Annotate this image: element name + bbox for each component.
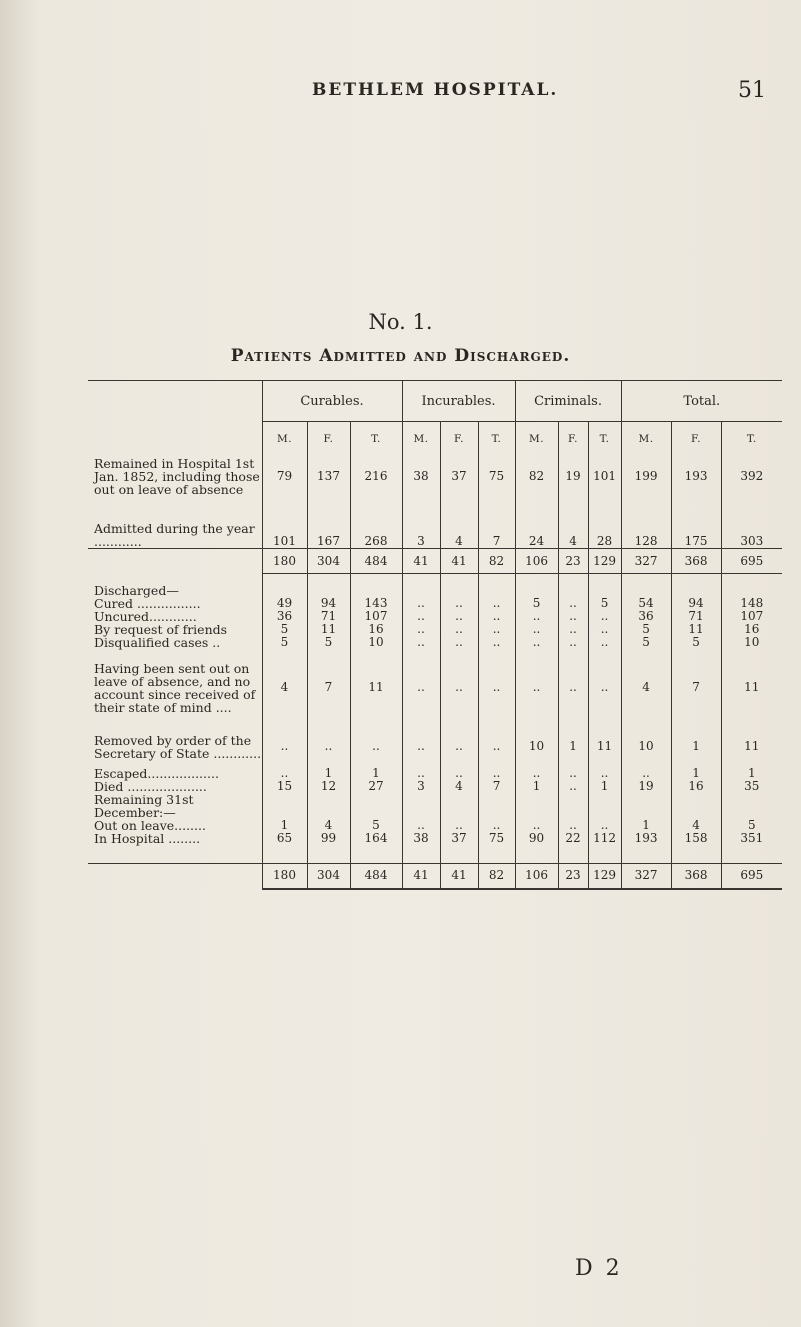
table-cell: .. <box>478 819 515 832</box>
table-cell: .. <box>402 597 440 610</box>
table-cell: 5 <box>588 597 621 610</box>
table-cell: 129 <box>588 549 621 574</box>
table-cell: 41 <box>402 549 440 574</box>
table-cell: 107 <box>350 610 402 623</box>
table-row <box>88 597 782 610</box>
table-cell: .. <box>402 623 440 636</box>
table-cell: 24 <box>515 496 558 549</box>
table-cell: 164 <box>350 832 402 845</box>
table-cell: 1 <box>350 767 402 780</box>
table-cell: 19 <box>621 780 671 793</box>
corner-cell-2 <box>88 422 262 457</box>
table-cell: 71 <box>671 610 721 623</box>
table-cell: .. <box>558 623 588 636</box>
table-cell: 137 <box>307 456 350 496</box>
table-cell: .. <box>558 767 588 780</box>
table-cell: 268 <box>350 496 402 549</box>
subcol-m: M. <box>402 422 440 457</box>
table-row <box>88 845 782 864</box>
table-cell: 1 <box>515 780 558 793</box>
subcol-t: T. <box>588 422 621 457</box>
table-cell: 199 <box>621 456 671 496</box>
table-cell: .. <box>478 610 515 623</box>
running-head <box>0 78 801 108</box>
table-cell: 180 <box>262 863 307 889</box>
table-cell: 5 <box>262 623 307 636</box>
table-cell: 3 <box>402 780 440 793</box>
table-cell: 82 <box>478 863 515 889</box>
section-heading-discharged: Discharged— <box>94 582 179 598</box>
row-label: Admitted during the year ............ <box>94 521 255 549</box>
table-cell: 304 <box>307 863 350 889</box>
table-cell: .. <box>515 610 558 623</box>
table-cell: 4 <box>558 496 588 549</box>
table-cell: .. <box>621 767 671 780</box>
table-cell: 107 <box>721 610 782 623</box>
table-row <box>88 727 782 767</box>
table-cell: 392 <box>721 456 782 496</box>
table-cell: 23 <box>558 863 588 889</box>
table-cell: .. <box>588 649 621 727</box>
table-row <box>88 780 782 793</box>
table-cell: 4 <box>671 819 721 832</box>
table-cell: 5 <box>307 636 350 649</box>
table-cell: 35 <box>721 780 782 793</box>
table-cell: 37 <box>440 456 478 496</box>
group-header-incurables: Incurables. <box>402 381 515 422</box>
table-cell: .. <box>588 636 621 649</box>
table-cell: 148 <box>721 597 782 610</box>
table-cell: 101 <box>588 456 621 496</box>
admissions-discharges-table <box>88 380 782 890</box>
table-cell: 75 <box>478 456 515 496</box>
table-cell: .. <box>440 649 478 727</box>
table-cell: 11 <box>721 649 782 727</box>
table-row <box>88 623 782 636</box>
table-cell: 11 <box>588 727 621 767</box>
table-cell: 304 <box>307 549 350 574</box>
table-cell: 82 <box>478 549 515 574</box>
row-label <box>88 863 262 889</box>
table-cell: 101 <box>262 496 307 549</box>
subcol-f: F. <box>558 422 588 457</box>
table-cell: 193 <box>621 832 671 845</box>
table-cell: 94 <box>671 597 721 610</box>
row-label: In Hospital ........ <box>94 830 201 846</box>
table-cell: 4 <box>262 649 307 727</box>
table-cell: 1 <box>307 767 350 780</box>
table-cell: 351 <box>721 832 782 845</box>
row-label: Died .................... <box>94 778 207 794</box>
table-cell: .. <box>588 623 621 636</box>
table-cell: 5 <box>350 819 402 832</box>
table-cell: 7 <box>478 496 515 549</box>
table-row <box>88 636 782 649</box>
table-cell: 7 <box>478 780 515 793</box>
table-cell: 7 <box>671 649 721 727</box>
subcol-m: M. <box>621 422 671 457</box>
table-cell: .. <box>440 727 478 767</box>
table-cell: 90 <box>515 832 558 845</box>
table-cell: 41 <box>440 549 478 574</box>
table-cell: .. <box>558 597 588 610</box>
table-row <box>88 832 782 845</box>
subcol-t: T. <box>350 422 402 457</box>
table-cell: 82 <box>515 456 558 496</box>
table-cell: .. <box>558 780 588 793</box>
table-cell: 368 <box>671 863 721 889</box>
table-cell: 193 <box>671 456 721 496</box>
table-cell: .. <box>440 610 478 623</box>
table-cell: .. <box>515 767 558 780</box>
table-cell: .. <box>515 819 558 832</box>
group-header-total: Total. <box>621 381 782 422</box>
table-cell: 1 <box>558 727 588 767</box>
table-cell: 1 <box>671 767 721 780</box>
table-cell: 16 <box>721 623 782 636</box>
table-cell: .. <box>440 597 478 610</box>
table-row <box>88 793 782 819</box>
table-cell: 180 <box>262 549 307 574</box>
table-cell: 3 <box>402 496 440 549</box>
table-cell: 71 <box>307 610 350 623</box>
subcol-m: M. <box>262 422 307 457</box>
table-cell: 1 <box>671 727 721 767</box>
table-cell: 16 <box>350 623 402 636</box>
table-row <box>88 549 782 574</box>
table-cell: .. <box>402 610 440 623</box>
table-row <box>88 767 782 780</box>
signature-mark: D 2 <box>575 1256 623 1281</box>
table-cell: 1 <box>262 819 307 832</box>
table-cell: 327 <box>621 549 671 574</box>
row-label: By request of friends <box>94 621 228 637</box>
table-row <box>88 574 782 597</box>
table-cell: .. <box>478 727 515 767</box>
subcol-t: T. <box>721 422 782 457</box>
table-cell: .. <box>402 636 440 649</box>
table-cell: 303 <box>721 496 782 549</box>
row-label <box>88 549 262 574</box>
table-cell: 12 <box>307 780 350 793</box>
table-cell: 4 <box>307 819 350 832</box>
table-cell: .. <box>402 819 440 832</box>
table-cell: 79 <box>262 456 307 496</box>
row-label: Remained in Hospital 1st Jan. 1852, including those out on leave of absence <box>94 455 260 497</box>
table-cell: 49 <box>262 597 307 610</box>
subcol-f: F. <box>307 422 350 457</box>
table-cell: .. <box>588 767 621 780</box>
table-cell: .. <box>440 636 478 649</box>
table-cell: 1 <box>621 819 671 832</box>
table-cell: .. <box>558 649 588 727</box>
corner-cell <box>88 381 262 422</box>
table-cell: 7 <box>307 649 350 727</box>
table-cell: 129 <box>588 863 621 889</box>
subcolumn-header-row <box>88 422 782 457</box>
table-cell: 16 <box>671 780 721 793</box>
table-cell: 11 <box>671 623 721 636</box>
table-cell: 4 <box>621 649 671 727</box>
table-cell: 54 <box>621 597 671 610</box>
table-cell: 1 <box>721 767 782 780</box>
table-cell: .. <box>402 767 440 780</box>
group-header-row <box>88 381 782 422</box>
table-cell: 143 <box>350 597 402 610</box>
table-cell: 1 <box>588 780 621 793</box>
table-cell: 94 <box>307 597 350 610</box>
table-row <box>88 496 782 549</box>
subcol-f: F. <box>440 422 478 457</box>
table-row <box>88 863 782 889</box>
table-cell: 167 <box>307 496 350 549</box>
table-row <box>88 649 782 727</box>
subcol-f: F. <box>671 422 721 457</box>
table-cell: .. <box>440 623 478 636</box>
table-cell: 10 <box>721 636 782 649</box>
table-cell: 106 <box>515 549 558 574</box>
table-cell: .. <box>588 819 621 832</box>
group-header-curables: Curables. <box>262 381 402 422</box>
table-cell: 5 <box>262 636 307 649</box>
table-cell: 484 <box>350 549 402 574</box>
table-cell: 36 <box>262 610 307 623</box>
table-cell: 28 <box>588 496 621 549</box>
table-cell: 37 <box>440 832 478 845</box>
table-cell: .. <box>588 610 621 623</box>
subcol-m: M. <box>515 422 558 457</box>
table-cell: 99 <box>307 832 350 845</box>
row-label: Removed by order of the Secretary of State ............ <box>94 732 262 761</box>
table-cell: .. <box>478 623 515 636</box>
table-cell: .. <box>558 636 588 649</box>
table-cell: .. <box>515 623 558 636</box>
table-row <box>88 819 782 832</box>
table-cell: 11 <box>307 623 350 636</box>
table-cell: 128 <box>621 496 671 549</box>
table-cell: .. <box>307 727 350 767</box>
table-cell: 10 <box>350 636 402 649</box>
table-cell: 112 <box>588 832 621 845</box>
subcol-t: T. <box>478 422 515 457</box>
row-label: Out on leave........ <box>94 817 206 833</box>
table-cell: 11 <box>721 727 782 767</box>
table-cell: 4 <box>440 496 478 549</box>
row-label: Cured ................ <box>94 595 201 611</box>
table-cell: .. <box>478 597 515 610</box>
table-cell: 23 <box>558 549 588 574</box>
table-cell: .. <box>440 767 478 780</box>
table-cell: .. <box>262 727 307 767</box>
table-cell: 19 <box>558 456 588 496</box>
row-label: Having been sent out on leave of absence, and no account since received of their state of mind .... <box>94 660 256 715</box>
table-cell: .. <box>558 610 588 623</box>
table-cell: 38 <box>402 456 440 496</box>
table-caption: Patients Admitted and Discharged. <box>230 346 571 366</box>
table-cell: 158 <box>671 832 721 845</box>
table-cell: .. <box>515 636 558 649</box>
table-cell: 36 <box>621 610 671 623</box>
table-cell: 75 <box>478 832 515 845</box>
table-cell: 4 <box>440 780 478 793</box>
table-cell: 27 <box>350 780 402 793</box>
table-cell: 368 <box>671 549 721 574</box>
row-label: Disqualified cases .. <box>94 634 221 650</box>
table-cell: 5 <box>671 636 721 649</box>
table-cell: 11 <box>350 649 402 727</box>
table-cell: 484 <box>350 863 402 889</box>
table-cell: 5 <box>721 819 782 832</box>
table-cell: 216 <box>350 456 402 496</box>
table-cell: 15 <box>262 780 307 793</box>
table-cell: .. <box>402 727 440 767</box>
running-title: BETHLEM HOSPITAL. <box>312 80 559 100</box>
row-label: Escaped.................. <box>94 765 219 781</box>
table-cell: 5 <box>515 597 558 610</box>
table-cell: 5 <box>621 623 671 636</box>
table-row <box>88 610 782 623</box>
table-cell: .. <box>558 819 588 832</box>
section-heading-remaining: Remaining 31st December:— <box>94 791 194 820</box>
row-label: Uncured............ <box>94 608 197 624</box>
table-cell: 695 <box>721 549 782 574</box>
table-cell: .. <box>515 649 558 727</box>
table-cell: 10 <box>515 727 558 767</box>
table-cell: .. <box>478 636 515 649</box>
table-cell: 106 <box>515 863 558 889</box>
table-cell: .. <box>478 649 515 727</box>
table-number: No. 1. <box>368 310 433 334</box>
table-cell: 327 <box>621 863 671 889</box>
table-cell: 22 <box>558 832 588 845</box>
table-cell: 41 <box>402 863 440 889</box>
table-cell: .. <box>440 819 478 832</box>
table-cell: 10 <box>621 727 671 767</box>
table-cell: .. <box>402 649 440 727</box>
table-cell: 38 <box>402 832 440 845</box>
table-cell: 65 <box>262 832 307 845</box>
table-cell: 695 <box>721 863 782 889</box>
table-cell: .. <box>478 767 515 780</box>
table-row <box>88 456 782 496</box>
table-cell: .. <box>262 767 307 780</box>
table-cell: .. <box>350 727 402 767</box>
page-number: 51 <box>738 78 766 103</box>
table-cell: 5 <box>621 636 671 649</box>
group-header-criminals: Criminals. <box>515 381 621 422</box>
table-cell: 41 <box>440 863 478 889</box>
table-cell: 175 <box>671 496 721 549</box>
